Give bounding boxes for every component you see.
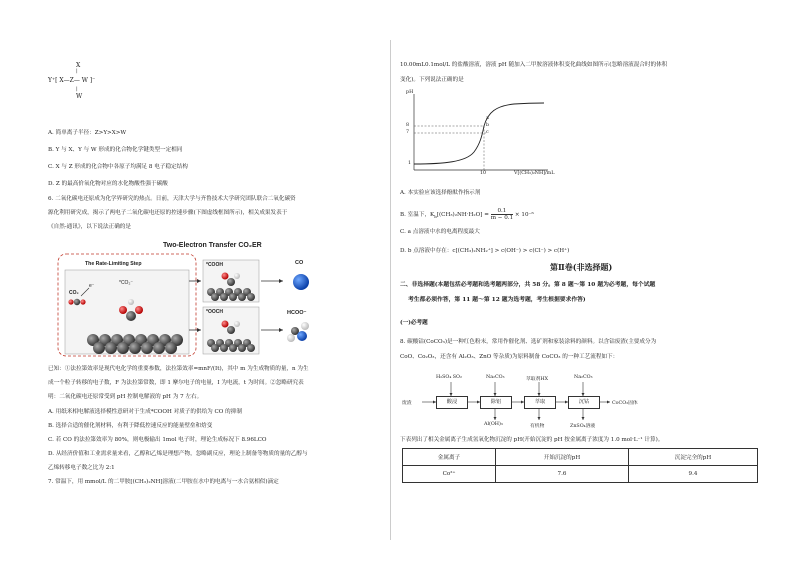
figure-hcoo-label: HCOO⁻ xyxy=(287,310,307,316)
q7-option-b xyxy=(400,208,534,221)
table-header: 金属离子 xyxy=(403,449,496,466)
q7-option-d: D. b 点溶液中存在：c[(CH₃)₂NH₂⁺] > c(OH⁻) > c(Cl⁻) > c(H⁺) xyxy=(400,248,570,254)
table-cell: 9.4 xyxy=(629,466,758,483)
structure-bottom: W xyxy=(76,93,83,100)
titration-xtick-10: 10 xyxy=(480,171,487,176)
flow-reagent-1: H₂SO₄ SO₂ xyxy=(436,375,462,380)
titration-ytick-8: 8 xyxy=(406,123,410,128)
part2-title: 第Ⅱ卷(非选择题) xyxy=(550,262,613,272)
q7-option-b-suffix: × 10⁻⁶ xyxy=(514,212,534,218)
titration-point-c: c xyxy=(486,130,489,135)
table-row xyxy=(403,466,758,483)
part2-heading-line2: 考生都必须作答，第 11 题～第 12 题为选考题，考生根据要求作答) xyxy=(408,297,586,303)
flow-reagent-4: Na₂CO₃ xyxy=(574,375,593,380)
q7-stem-start: 7. 常温下，用 mmol/L 的二甲胺[(CH₃)₂NH]溶液(二甲胺在水中的电离与一水合氨相似)滴定 xyxy=(48,479,279,485)
q7-option-c: C. a 点溶液中水的电离程度最大 xyxy=(400,229,480,235)
column-divider xyxy=(390,40,391,540)
q7-stem-line2: 变化)。下列说法正确的是 xyxy=(400,77,464,83)
titration-point-b: b xyxy=(486,123,490,128)
flow-out-2: Al(OH)₃ xyxy=(484,422,503,427)
figure-title: Two-Electron Transfer CO₂ER xyxy=(163,242,262,249)
q8-stem-line2: CoO、Co₂O₃，还含有 Al₂O₃、ZnO 等杂质)为原料制备 CoCO₃ 的一种工艺流程如下： xyxy=(400,354,619,360)
flow-reagent-2: Na₂CO₃ xyxy=(486,375,505,380)
part2-heading-line1: 二、非选择题(本题包括必考题和选考题两部分，共 58 分。第 8 题～第 10 题为必考题，每个试题 xyxy=(400,282,656,288)
q7-option-b-denominator: m − 0.1 xyxy=(490,215,514,221)
q7-stem-line1: 10.00mL0.1mol/L 的盐酸溶液，溶液 pH 随加入二甲胺溶液体积变化曲线如图所示(忽略溶液混合时的体积 xyxy=(400,62,668,68)
q6-known-line1: 已知：①法拉第效率是现代电化学的重要参数，法拉第效率=mnF/(It)，其中 m 为生成物质的量，n 为生 xyxy=(48,366,309,372)
q7-option-b-fraction xyxy=(491,208,513,221)
q5-option-c: C. X 与 Z 形成的化合物中各原子均满足 8 电子稳定结构 xyxy=(48,164,188,170)
table-header: 开始沉淀的pH xyxy=(496,449,629,466)
titration-ytick-1: 1 xyxy=(408,161,412,166)
part2-subheading: (一)必考题 xyxy=(400,320,428,326)
q6-option-d-line1: D. 从经济价值和工业需求量来看，乙醇和乙烯是理想产物，忽略副反应，理论上制备等物质的量的乙醇与 xyxy=(48,451,308,457)
flow-output: CoCO₃固体 xyxy=(612,401,638,406)
table-header: 沉淀完全的pH xyxy=(629,449,758,466)
table-cell: 7.6 xyxy=(496,466,629,483)
flow-out-4: ZnSO₄溶液 xyxy=(570,424,596,429)
titration-plot xyxy=(404,90,554,182)
q6-known-line2: 成一个粒子转移的电子数，F 为法拉第常数，即 1 摩尔电子的电量，I 为电流，t 为时间。②忽略研究表 xyxy=(48,380,304,386)
q6-option-a: A. 用纸米相电解液选择模性意研对于生成*COOH 对质子的供给为 CO 的抑制 xyxy=(48,409,242,415)
q5-option-b: B. Y 与 X、Y 与 W 形成的化合物化学键类型一定相同 xyxy=(48,147,183,153)
table-intro: 下表列出了相关金属离子生成氢氧化物沉淀的 pH(开始沉淀的 pH 按金属离子浓度为 1.0 mol·L⁻¹ 计算)。 xyxy=(400,437,664,443)
titration-ytick-7: 7 xyxy=(406,130,410,135)
figure-co-label: CO xyxy=(295,260,304,266)
q5-option-a: A. 简单离子半径：Z>Y>X>W xyxy=(48,130,127,136)
titration-ylabel: pH xyxy=(406,90,414,95)
figure-co2-label: CO₂ xyxy=(69,290,79,296)
flow-step-2: 除铝 xyxy=(480,396,512,409)
titration-xlabel: V[(CH₃)₂NH]/mL xyxy=(514,171,555,176)
q6-stem-line3: 《自然-通讯》，以下说法正确的是 xyxy=(48,224,131,230)
flow-out-3: 有机物 xyxy=(530,424,545,429)
q5-option-d: D. Z 的最高价氧化物对应的水化物酸性强于碳酸 xyxy=(48,181,168,187)
figure-cooh-label: *COOH xyxy=(206,262,223,268)
q8-stem-line1: 8. 碳酸钴(CoCO₃)是一种红色粉末，常用作催化剂、选矿剂和家装涂料的颜料。以含钴废渣(主要成分为 xyxy=(400,339,657,345)
figure-ooch-label: *OOCH xyxy=(206,309,223,315)
flow-step-4: 沉钴 xyxy=(568,396,600,409)
q6-option-b: B. 选择合适的催化剂材料，有利于降低控速反应的能量壁垒和焓变 xyxy=(48,423,213,429)
figure-step-label: The Rate-Limiting Step xyxy=(85,261,142,267)
q7-option-a: A. 本实验应该选择酚酞作指示剂 xyxy=(400,190,481,196)
q7-option-b-numerator: 0.1 xyxy=(491,208,513,215)
flow-reagent-3: 萃取剂HX xyxy=(526,377,548,382)
co2er-figure xyxy=(55,240,351,358)
figure-co2-star-label: *CO₂⁻ xyxy=(119,280,134,286)
q6-option-c: C. 若 CO 的法拉第效率为 80%，则电极输出 1mol 电子时，理论生成标况下 8.96LCO xyxy=(48,437,267,443)
structure-bond-top: | xyxy=(76,68,78,74)
structure-row: Y⁺[ X—Z— W ]⁻ xyxy=(48,77,96,84)
q6-option-d-line2: 乙烯转移电子数之比为 2:1 xyxy=(48,465,115,471)
precipitation-table xyxy=(402,448,758,483)
structure-top: X xyxy=(76,62,81,69)
q7-option-b-mid: [(CH₃)₂NH·H₂O] = xyxy=(436,212,489,218)
flow-step-3: 萃取 xyxy=(524,396,556,409)
q6-known-line3: 明：二氧化碳电还原常受到 pH 控制电解液的 pH 为 7 左右。 xyxy=(48,394,203,400)
table-cell: Co²⁺ xyxy=(403,466,496,483)
titration-point-a: a xyxy=(486,116,489,121)
q7-option-b-prefix: B. 室温下，K xyxy=(400,212,435,218)
q6-stem-line2: 源化利用研究成，揭示了两电子二氧化碳电还原的控速步骤(下图虚线框图所示)，相关成果发表于 xyxy=(48,210,288,216)
left-column xyxy=(40,0,380,562)
process-flowchart xyxy=(400,370,660,432)
flow-step-1: 酸浸 xyxy=(436,396,468,409)
structure-bond-bottom: | xyxy=(76,86,78,92)
flow-input: 废渣 xyxy=(402,401,412,406)
q6-stem-line1: 6. 二氧化碳电还原成为化学界研究的热点。日前，天津大学与齐鲁技术大学研究团队联合二氧化碳资 xyxy=(48,196,296,202)
co2er-diagram xyxy=(55,240,351,358)
figure-electron-label: e⁻ xyxy=(89,283,95,289)
q7-option-b-sub: b xyxy=(434,214,437,220)
right-column xyxy=(400,0,760,562)
titration-curve xyxy=(404,90,554,182)
table-header-row xyxy=(403,449,758,466)
